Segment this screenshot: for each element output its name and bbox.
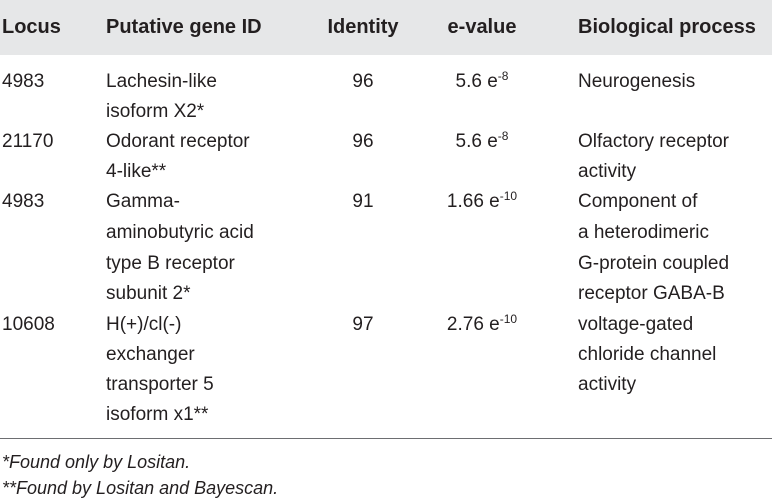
cell-locus: 4983 (2, 191, 45, 212)
cell-bio-line: activity (578, 161, 637, 182)
cell-bio-line: Neurogenesis (578, 71, 696, 92)
cell-locus: 4983 (2, 71, 45, 92)
header-identity: Identity (327, 16, 399, 38)
cell-gene-line: 4-like** (106, 161, 167, 182)
table-header (0, 0, 772, 55)
cell-gene-line: Odorant receptor (106, 131, 250, 152)
cell-identity: 96 (352, 71, 374, 92)
cell-identity: 96 (352, 131, 374, 152)
cell-bio-line: chloride channel (578, 344, 717, 365)
cell-locus: 10608 (2, 314, 55, 335)
cell-gene-line: isoform x1** (106, 404, 209, 425)
cell-gene-line: type B receptor (106, 253, 235, 274)
cell-evalue: 5.6 $e^{-8}$ (455, 129, 509, 152)
footnote-lositan: *Found only by Lositan. (2, 452, 191, 472)
cell-bio-line: voltage-gated (578, 314, 694, 335)
cell-gene-line: subunit 2* (106, 283, 191, 304)
cell-evalue: 1.66 $e^{-10}$ (446, 189, 518, 212)
cell-gene-line: Gamma- (106, 191, 180, 212)
cell-evalue: 2.76 $e^{-10}$ (446, 312, 518, 335)
cell-identity: 97 (352, 314, 374, 335)
cell-gene-line: transporter 5 (106, 374, 214, 395)
cell-bio-line: activity (578, 374, 637, 395)
cell-gene-line: exchanger (106, 344, 195, 365)
cell-gene-line: aminobutyric acid (106, 222, 254, 243)
cell-bio-line: G-protein coupled (578, 253, 730, 274)
footnote-lositan-bayescan: **Found by Lositan and Bayescan. (2, 478, 279, 498)
cell-locus: 21170 (2, 131, 54, 152)
cell-bio-line: Component of (578, 191, 698, 212)
cell-bio-line: Olfactory receptor (578, 131, 729, 152)
cell-gene-line: isoform X2* (106, 101, 205, 122)
header-gene-id: Putative gene ID (106, 16, 262, 38)
cell-identity: 91 (352, 191, 374, 212)
cell-bio-line: a heterodimeric (578, 222, 709, 243)
header-locus: Locus (2, 16, 61, 38)
cell-gene-line: Lachesin-like (106, 71, 217, 92)
cell-gene-line: H(+)/cl(-) (106, 314, 182, 335)
header-biological-process: Biological process (578, 16, 756, 38)
table-bottom-rule (0, 438, 772, 439)
cell-evalue: 5.6 $e^{-8}$ (455, 69, 509, 92)
cell-bio-line: receptor GABA-B (578, 283, 725, 304)
header-evalue: e-value (447, 16, 517, 38)
